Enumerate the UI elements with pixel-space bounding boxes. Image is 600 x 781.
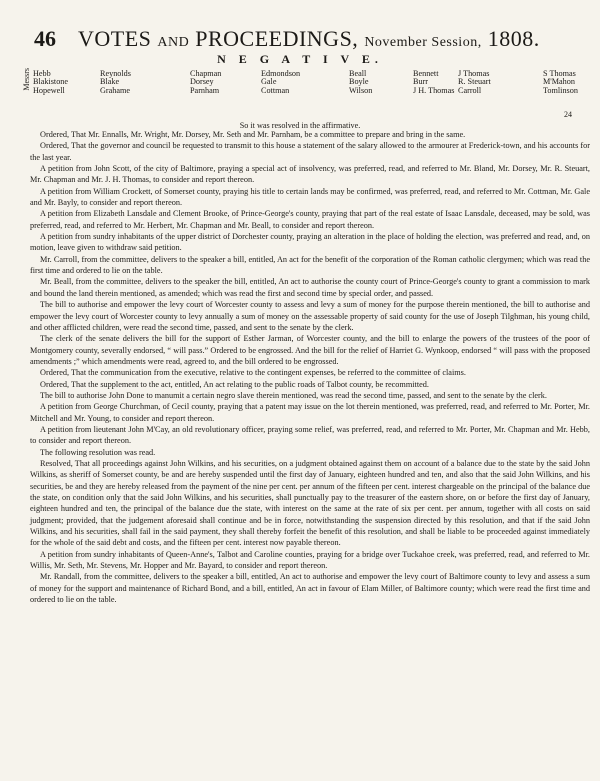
running-title — [78, 26, 540, 52]
voter-name: Grahame — [100, 85, 131, 95]
voter-name: Parnham — [190, 85, 220, 95]
running-header — [16, 20, 588, 54]
paragraph: Ordered, That Mr. Ennalls, Mr. Wright, Mr. Dorsey, Mr. Seth and Mr. Parnham, be a committee to prepare and bring in the same. — [40, 130, 466, 139]
paragraph: Ordered, That the supplement to the act, entitled, An act relating to the public roads of Talbot county, be recommitted. — [40, 379, 429, 389]
paragraph: A petition from lieutenant John M'Cay, an old revolutionary officer, praying some relief, was preferred, read, and referred to Mr. Porter, Mr. Chapman and Mr. Hebb, to consider and report thereon. — [30, 424, 590, 446]
proceedings-text — [30, 129, 590, 605]
voter-name: Reynolds — [100, 69, 131, 78]
paragraph: A petition from William Crockett, of Somerset county, praying his title to certain lands may be confirmed, was preferred, read, and referred to Mr. Cottman, Mr. Gale and Mr. Bayly, to consider and report thereon. — [30, 186, 590, 208]
negative-heading: N E G A T I V E. — [217, 52, 383, 66]
negative-votes — [22, 64, 588, 116]
vote-column-5 — [349, 70, 372, 95]
voter-name: Beall — [349, 69, 367, 78]
title-year: 1808. — [487, 26, 540, 51]
paragraph: A petition from George Churchman, of Cecil county, praying that a patent may issue on the lot therein mentioned, was preferred, read, and referred to Mr. Porter, Mr. Mitchell and Mr. Young, to consider and report thereon. — [30, 402, 590, 423]
paragraph: A petition from Elizabeth Lansdale and Clement Brooke, of Prince-George's county, praying that part of the real estate of Isaac Lansdale, deceased, may be sold, was preferred, read, and referred to Mr. Herbert, Mr. Chapman and Mr. Beall, to consider and report thereon. — [30, 209, 590, 230]
paragraph: A petition from John Scott, of the city of Baltimore, praying a special act of insolvency, was preferred, read, and referred to Mr. Bland, Mr. Dorsey, Mr. R. Steuart, Mr. Chapman and Mr. J. H. Thomas, to consider and report thereon. — [30, 164, 590, 185]
voter-name: Dorsey — [190, 77, 214, 87]
voter-name: Chapman — [190, 69, 222, 78]
voter-name: Blake — [100, 77, 120, 87]
vote-column-8 — [543, 70, 578, 95]
voter-name: J H. Thomas — [413, 85, 455, 95]
paragraph: The bill to authorise John Done to manumit a certain negro slave therein mentioned, was read the second time, passed, and sent to the senate by the clerk. — [40, 390, 547, 400]
paragraph: Mr. Carroll, from the committee, delivers to the speaker a bill, entitled, An act for the benefit of the corporation of the Roman catholic clergymen; which was read the first time and ordered to lie on the table. — [30, 254, 590, 276]
vote-count: 24 — [564, 110, 572, 119]
voter-name: M'Mahon — [543, 77, 575, 87]
paragraph: Ordered, That the communication from the executive, relative to the contingent expenses, be referred to the committee of claims. — [40, 368, 466, 378]
vote-column-3 — [190, 70, 221, 95]
page-number: 46 — [34, 26, 56, 51]
voter-name: Burr — [413, 77, 429, 87]
vote-column-4 — [261, 70, 300, 95]
voter-name: Cottman — [261, 85, 290, 95]
voter-name: Boyle — [349, 77, 369, 87]
messrs-label: Messrs — [22, 68, 31, 91]
voter-name: R. Steuart — [458, 77, 491, 87]
paragraph: A petition from sundry inhabitants of Queen-Anne's, Talbot and Caroline counties, praying for a bridge over Tuckahoe creek, was preferred, read, and referred to Mr. Willis, Mr. Seth, Mr. Stevens, Mr. Hopper and Mr. Bayard, to consider and report thereon. — [30, 549, 590, 571]
resolved-line: So it was resolved in the affirmative. — [239, 121, 361, 130]
paragraph: Mr. Randall, from the committee, delivers to the speaker a bill, entitled, An act to authorise and empower the levy court of Baltimore county to levy and assess a sum of money for the support and maintenance of Richard Bond, and a bill, entitled, An act in favour of Elam Miller, of Baltimore county; which were read the first time and ordered to lie on the table. — [30, 572, 590, 605]
vote-column-2 — [100, 70, 131, 95]
vote-column-6 — [413, 70, 454, 95]
paragraph: A petition from sundry inhabitants of the upper district of Dorchester county, praying an alteration in the place of holding the election, was preferred and read, and, on motion, leave given to withdraw said petition. — [30, 232, 590, 253]
title-session: November Session, — [364, 35, 482, 50]
voter-name: Edmondson — [261, 69, 301, 78]
vote-column-7 — [458, 70, 491, 95]
title-and: AND — [157, 35, 190, 50]
paragraph: The following resolution was read. — [40, 447, 156, 457]
voter-name: Blakistone — [33, 77, 69, 87]
voter-name: Tomlinson — [543, 85, 578, 95]
voter-name: Carroll — [458, 85, 482, 95]
voter-name: Bennett — [413, 69, 439, 78]
voter-name: Hebb — [33, 69, 51, 78]
vote-column-1 — [33, 70, 68, 95]
voter-name: Hopewell — [33, 85, 65, 95]
voter-name: Gale — [261, 77, 277, 87]
paragraph: Resolved, That all proceedings against John Wilkins, and his securities, on a judgment obtained against them on account of a balance due to the state by the said John Wilkins, as sheriff of Somerset county, be and are hereby suspended until the first day of January, eighteen hundred and ten, and also that the said John Wilkins, and his securities, be and they are hereby released from the payment of the nine per cent. per annum of the fifteen per cent. interest chargeable on the principal of the balance due the state, on condition only that the said John Wilkins, and his securities, shall punctually pay to the treasurer of the eastern shore, on or before the first day of January, eighteen hundred and ten, the principal of the balance due the state, with interest on the same at the rate of six per cent. per annum, together with all costs on said judgment; provided, that the judgement aforesaid shall continue and be in force, notwithstanding the suspension directed by this resolution, and that if the said John Wilkins, and his securities, shall fail in the said payment, they shall thereby forfeit the benefit of this resolution, and shall be liable to be proceeded against immediately for the whole of the said debt and costs, and the fifteen per cent. interest now payable thereon. — [30, 458, 590, 548]
voter-name: S Thomas — [543, 69, 576, 78]
title-votes: VOTES — [78, 26, 152, 51]
paragraph: The bill to authorise and empower the levy court of Worcester county to assess and levy a sum of money for the purpose therein mentioned, the bill to authorise and empower the levy court of Worcester county to levy annually a sum of money on the assessable property of said county for the use of Joseph Tilghman, his young child, and other afflicted children, were read the second time, passed, and sent to the senate by the clerk. — [30, 300, 590, 332]
paragraph: Ordered, That the governor and council be requested to transmit to this house a statement of the salary allowed to the armourer at Frederick-town, and his accounts for the last year. — [30, 141, 590, 162]
paragraph: Mr. Beall, from the committee, delivers to the speaker the bill, entitled, An act to authorise the county court of Prince-George's county to grant a commission to mark and bound the land therein mentioned, as amended; which was read the first and second time by special order, and passed. — [30, 277, 590, 298]
paragraph: The clerk of the senate delivers the bill for the support of Esther Jarman, of Worcester county, and the bill to enlarge the powers of the trustees of the poor of Montgomery county, severally endorsed, “ will pass.” Ordered to be engrossed. And the bill for the relief of Harriet G. Wynkoop, endorsed “ will pass with the proposed amendments ;” which amendments were read, agreed to, and the bill ordered to be engrossed. — [30, 334, 590, 366]
voter-name: J Thomas — [458, 69, 490, 78]
title-proceedings: PROCEEDINGS, — [195, 26, 359, 51]
voter-name: Wilson — [349, 85, 373, 95]
